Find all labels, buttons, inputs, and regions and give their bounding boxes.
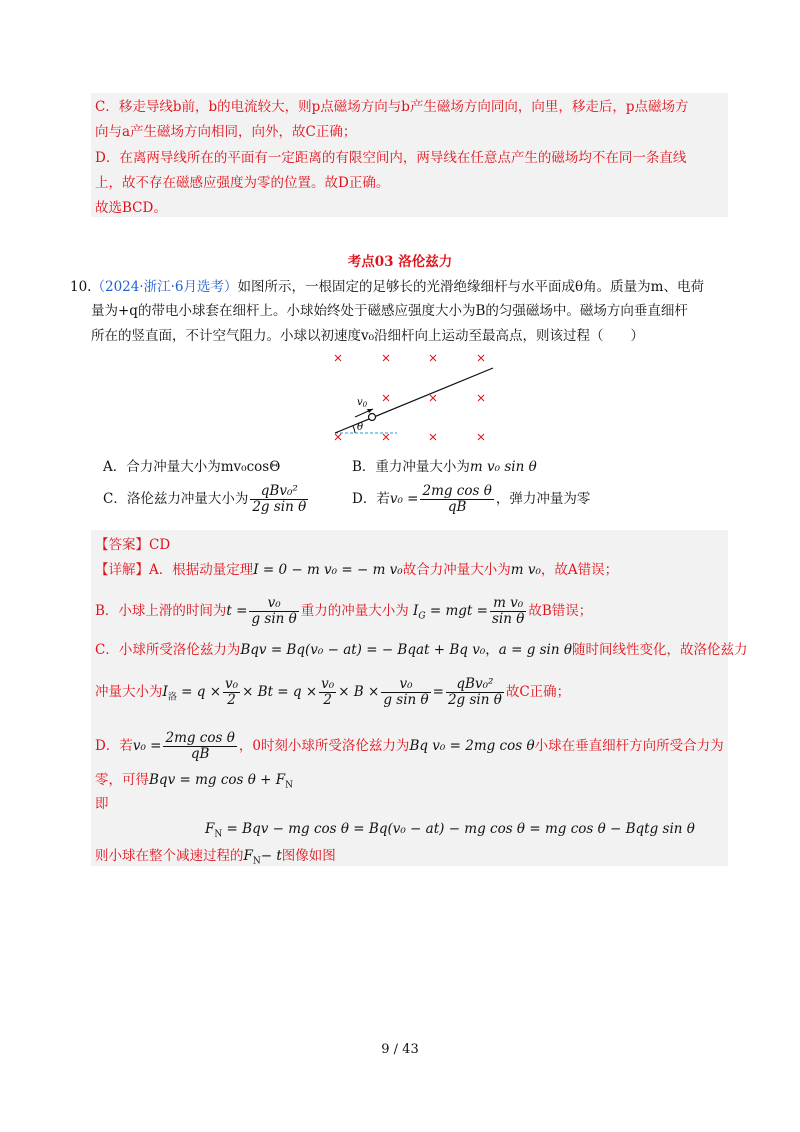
prev-option-c-line2: 向与a产生磁场方向相同，向外，故C正确；: [95, 124, 357, 140]
detail-c2-text: 冲量大小为: [95, 684, 163, 700]
detail-a-text: A．根据动量定理: [149, 562, 254, 578]
detail-d-fraction: [163, 731, 236, 762]
detail-b-mid: 重力的冲量大小为: [300, 603, 409, 619]
detail-last-eq: − t: [260, 848, 282, 864]
charged-ball: [369, 414, 376, 421]
detail-c2-f3n: v₀: [381, 677, 430, 693]
detail-c-mid: ，: [485, 642, 499, 658]
option-c: [103, 484, 310, 515]
detail-b-end: 故B错误；: [528, 603, 593, 619]
page-number: 9 / 43: [381, 1042, 419, 1057]
detail-last-line: [95, 846, 336, 872]
option-d-lhs: v₀ =: [389, 491, 419, 507]
option-c-numerator: qBv₀²: [250, 484, 308, 500]
question-line2: 量为+q的带电小球套在细杆上。小球始终处于磁感应强度大小为B的匀强磁场中。磁场方向垂直细杆: [91, 303, 688, 319]
detail-last-end: 图像如图: [281, 848, 336, 864]
detail-d2-text: 零，可得: [95, 772, 149, 788]
detail-c2-f4n: qBv₀²: [446, 677, 504, 693]
detail-last-text: 则小球在整个减速过程的: [95, 848, 244, 864]
question-line1: [70, 276, 704, 299]
prev-final-answer: 故选BCD。: [95, 200, 167, 216]
detail-c2-frac1: [223, 677, 240, 708]
detail-c2-frac3: [381, 677, 430, 708]
angle-arc: [353, 426, 355, 433]
detail-b-line: [95, 596, 592, 627]
detail-d-num: 2mg cos θ: [165, 730, 235, 746]
option-b-expr: m v₀ sin θ: [469, 459, 537, 475]
detail-c2-sub: 洛: [167, 692, 177, 703]
option-b-prefix: B．重力冲量大小为: [352, 459, 470, 475]
detail-d-text: D．若: [95, 738, 133, 754]
detail-d2-equation: Bqv = mg cos θ + F: [149, 772, 286, 788]
option-a: A．合力冲量大小为mv₀cosΘ: [103, 459, 281, 475]
detail-c2-f3d: g sin θ: [383, 692, 429, 708]
velocity-label: [357, 397, 368, 409]
detail-b-num2: m v₀: [490, 596, 526, 612]
detail-big-equation: [205, 819, 695, 845]
detail-b-den1: g sin θ: [251, 611, 297, 627]
detail-b-fraction1: [249, 596, 298, 627]
detail-c2-frac2: [319, 677, 336, 708]
option-d: [352, 484, 590, 515]
detail-b-text: B．小球上滑的时间为: [95, 603, 227, 619]
detail-b-impulse: [413, 603, 488, 622]
detail-d2-sub: N: [285, 780, 293, 791]
detail-d-equation: Bq v₀ = 2mg cos θ: [409, 738, 535, 754]
prev-option-d-line1: D．在离两导线所在的平面有一定距离的有限空间内，两导线在任意点产生的磁场均不在同一条直线: [95, 150, 687, 166]
detail-c2-b: × Bt = q ×: [242, 684, 318, 700]
big-F: F: [205, 821, 215, 837]
question-number: 10.: [70, 279, 92, 295]
section-title: 考点03 洛伦兹力: [347, 254, 453, 270]
detail-c2-f4d: 2g sin θ: [447, 692, 502, 708]
detail-a-mid: 故合力冲量大小为: [402, 562, 511, 578]
prev-option-d-line2: 上，故不存在磁感应强度为零的位置。故D正确。: [95, 175, 390, 191]
detail-b-num1: v₀: [249, 596, 298, 612]
detail-d-lhs: v₀ =: [132, 738, 162, 754]
detail-b-I-sub: G: [418, 611, 426, 622]
detail-c2-a: = q ×: [181, 684, 222, 700]
detail-c-end: 随时间线性变化，故洛伦兹力: [572, 642, 748, 658]
detail-c2-c: × B ×: [338, 684, 380, 700]
detail-b-den2: sin θ: [491, 611, 525, 627]
detail-a-end: ，故A错误；: [540, 562, 619, 578]
detail-d-den: qB: [190, 746, 210, 762]
detail-a-line: [95, 560, 618, 580]
detail-b-I: I: [413, 603, 419, 619]
prev-option-c-line1: C．移走导线b前，b的电流较大，则p点磁场方向与b产生磁场方向同向，向里，移走后，p点磁场方: [95, 99, 689, 115]
option-d-denominator: qB: [447, 499, 467, 515]
detail-c2-frac4: [446, 677, 504, 708]
question-text-1: 如图所示，一根固定的足够长的光滑绝缘细杆与水平面成θ角。质量为m、电荷: [237, 279, 704, 295]
option-c-denominator: 2g sin θ: [252, 499, 307, 515]
detail-c2-f1n: v₀: [225, 676, 239, 692]
detail-c2-f2n: v₀: [321, 676, 335, 692]
answer-label: 【答案】CD: [95, 537, 171, 553]
detail-d-end: 小球在垂直细杆方向所受合力为: [534, 738, 724, 754]
question-source: （2024·浙江·6月选考）: [91, 279, 238, 295]
detail-b-fraction2: [490, 596, 526, 627]
magnetic-field-rod-diagram: [325, 350, 505, 450]
angle-label: θ: [357, 422, 364, 433]
option-b: [352, 455, 537, 475]
detail-last-F: F: [243, 848, 253, 864]
option-d-prefix: D．若: [352, 491, 390, 507]
option-c-fraction: [250, 484, 308, 515]
detail-d-mid: ，0时刻小球所受洛伦兹力为: [238, 738, 410, 754]
detail-c2-f1d: 2: [227, 692, 236, 708]
detail-c2-I: I: [162, 684, 168, 700]
question-line3: 所在的竖直面，不计空气阻力。小球以初速度v₀沿细杆向上运动至最高点，则该过程（ ）: [91, 328, 645, 344]
big-F-sub: N: [214, 829, 223, 840]
detail-c-equation: Bqv = Bq(v₀ − at) = − Bqat + Bq v₀: [240, 642, 486, 658]
option-d-fraction: [420, 484, 493, 515]
detail-c2-f2d: 2: [323, 692, 332, 708]
detail-a-equation2: m v₀: [510, 562, 541, 578]
detail-label: 【详解】: [95, 562, 149, 578]
detail-b-t: t =: [226, 603, 248, 619]
detail-last-sub: N: [252, 856, 261, 867]
velocity-symbol: v: [357, 397, 363, 408]
detail-c-text: C．小球所受洛伦兹力为: [95, 642, 241, 658]
velocity-subscript: 0: [362, 401, 368, 409]
big-equation-body: = Bqv − mg cos θ = Bq(v₀ − at) − mg cos θ = mg cos θ − Bqtg sin θ: [226, 821, 695, 837]
detail-c2-end: 故C正确；: [505, 684, 571, 700]
option-d-suffix: ，弹力冲量为零: [495, 491, 591, 507]
detail-c-line1: [95, 640, 748, 660]
detail-ji: 即: [95, 796, 109, 812]
detail-c-line2: [95, 677, 570, 708]
detail-d-line2: [95, 770, 293, 796]
detail-d-line1: [95, 731, 724, 762]
detail-a-equation: I = 0 − m v₀ = − m v₀: [253, 562, 403, 578]
detail-c-equation2: a = g sin θ: [498, 642, 572, 658]
option-d-numerator: 2mg cos θ: [422, 483, 492, 499]
option-c-prefix: C．洛伦兹力冲量大小为: [103, 491, 249, 507]
detail-b-eq2: = mgt =: [429, 603, 488, 619]
detail-c2-d: =: [432, 684, 444, 700]
